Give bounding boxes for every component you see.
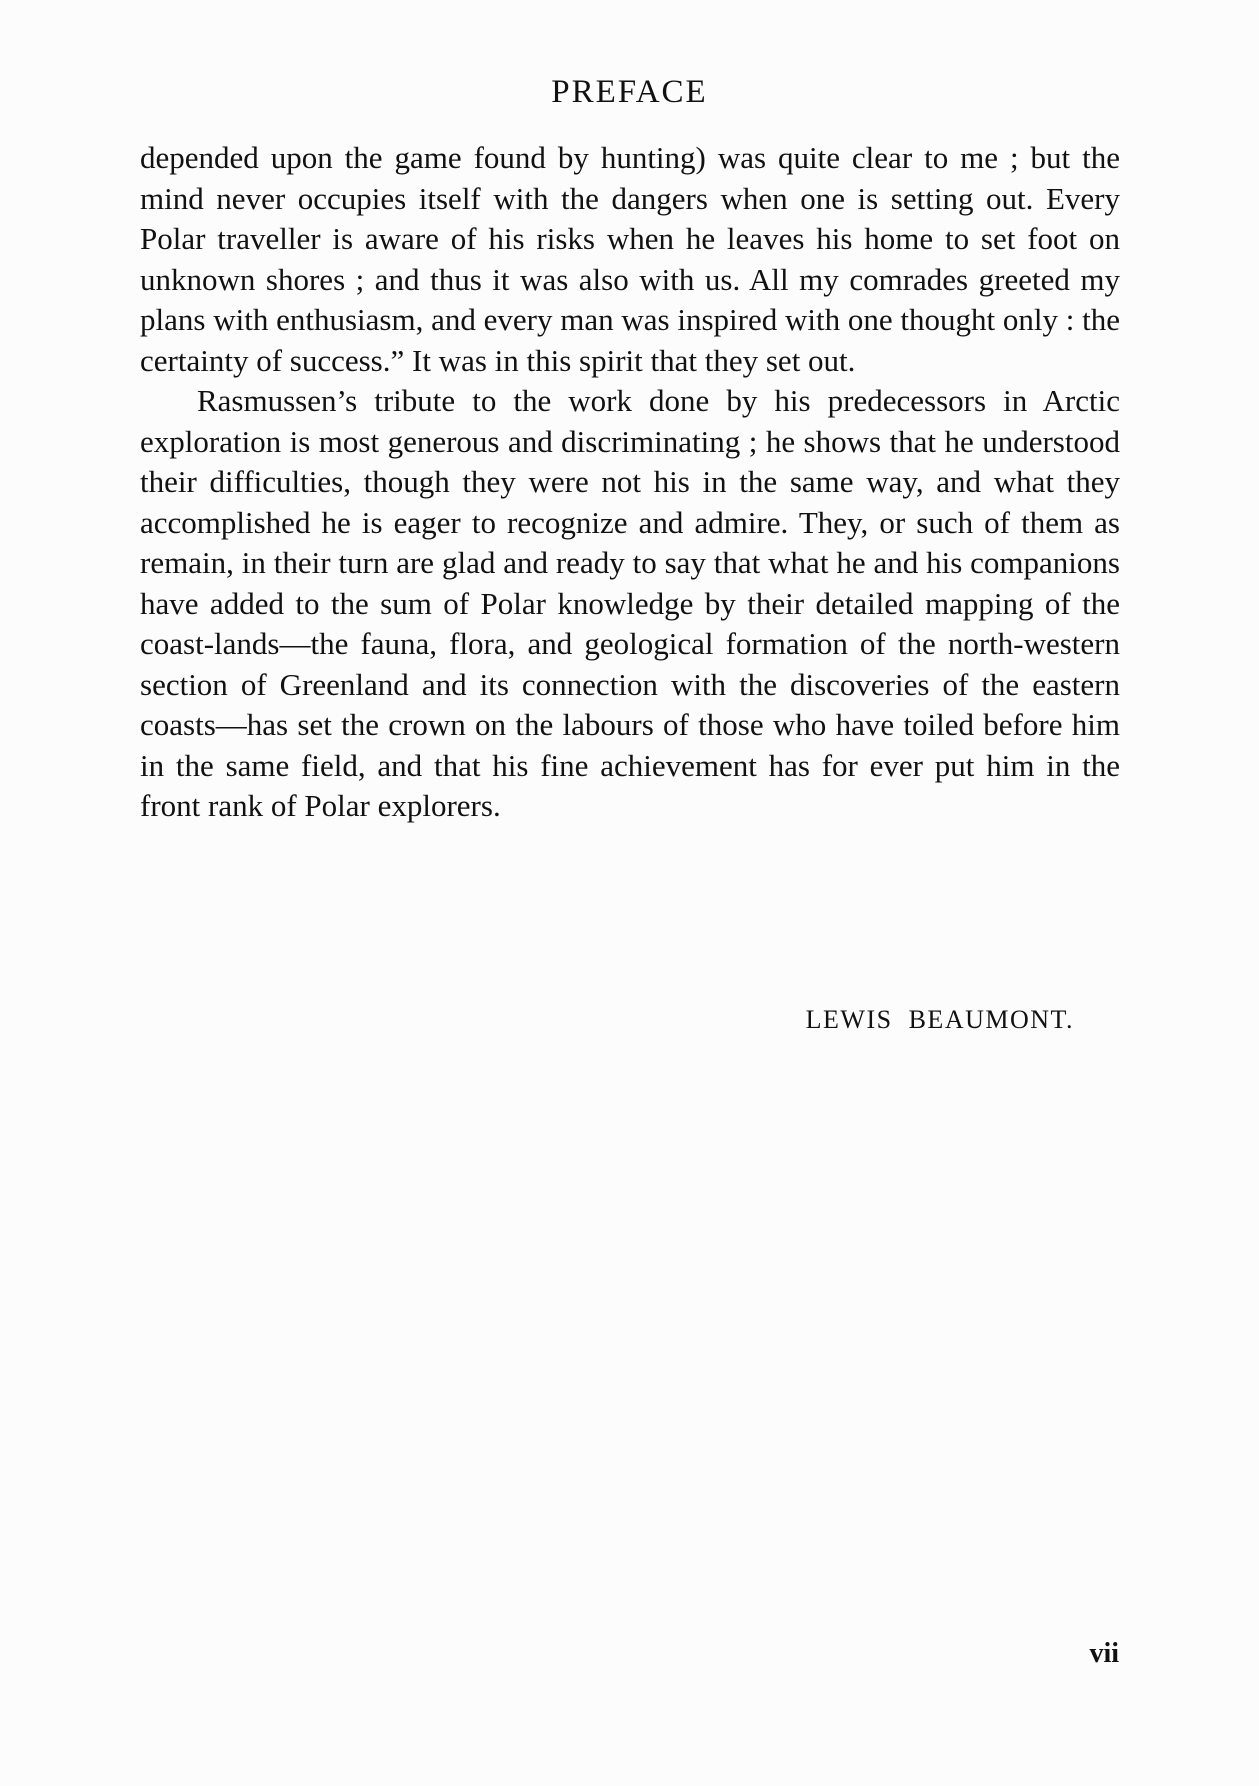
page-header: PREFACE: [551, 74, 708, 110]
paragraph-continued: depended upon the game found by hunting) was quite clear to me ; but the mind never occupies itself with the dangers when one is setting out. Every Polar traveller is aware of his risks when he leaves his home to set foot on unknown shores ; and thus it was also with us. All my comrades greeted my plans with enthusiasm, and every man was inspired with one thought only : the certainty of success.” It was in this spirit that they set out.: [140, 140, 1120, 378]
paragraph-rasmussen-tribute: Rasmussen’s tribute to the work done by his predecessors in Arctic exploration is most generous and discriminating ; he shows that he understood their difficulties, though they were not his in the same way, and what they accomplished he is eager to recognize and admire. They, or such of them as remain, in their turn are glad and ready to say that what he and his companions have added to the sum of Polar knowledge by their detailed mapping of the coast-lands—the fauna, flora, and geological formation of the north-western section of Greenland and its connection with the discoveries of the eastern coasts—has set the crown on the labours of those who have toiled before him in the same field, and that his fine achievement has for ever put him in the front rank of Polar explorers.: [140, 383, 1120, 823]
body-text: [140, 138, 1120, 827]
author-signature: LEWIS BEAUMONT.: [805, 1005, 1074, 1034]
page-number: vii: [1089, 1638, 1119, 1669]
